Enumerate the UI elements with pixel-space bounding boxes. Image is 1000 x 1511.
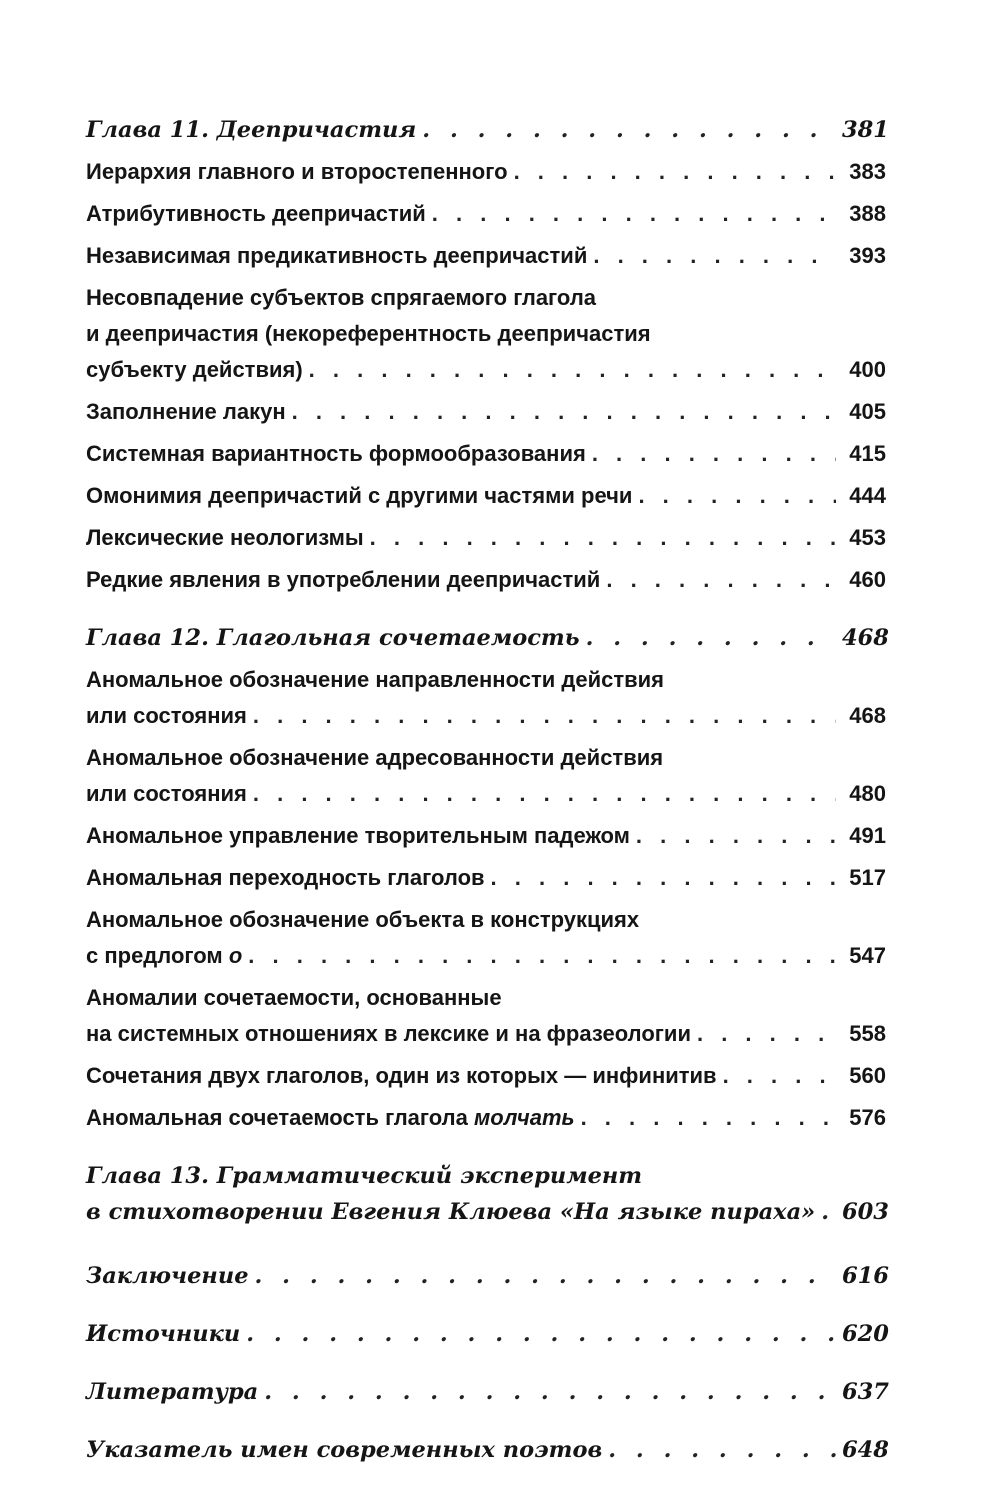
toc-entry-title [86,154,508,190]
toc-page-number: 468 [842,625,889,651]
toc-entry-last-line [86,238,886,274]
toc-entry-title [86,1432,602,1468]
toc-entry-last-line [86,860,886,896]
toc-chapter-entry [86,1316,889,1352]
dot-leader [422,112,836,148]
dot-leader [246,1316,836,1352]
toc-chapter-entry [86,620,889,656]
toc-section-entry [86,740,886,812]
toc-entry-title-text: Аномальная переходность глаголов [86,865,485,890]
toc-section-entry [86,818,886,854]
toc-page-number: 648 [842,1437,889,1463]
toc-page-number: 491 [849,823,886,848]
dot-leader [264,1374,836,1410]
toc-entry-title-text: Заключение [86,1263,249,1289]
toc-entry-last-line [86,1258,889,1294]
toc-entry-line: Аномальное обозначение направленности действия [86,667,665,692]
toc-entry-title-text: Системная вариантность формообразования [86,441,586,466]
toc-entry-last-line [86,394,886,430]
toc-section-entry [86,520,886,556]
toc-entry-title [86,1316,240,1352]
toc-entry-last-line [86,352,886,388]
dot-leader [586,620,836,656]
dot-leader [253,698,836,734]
toc-page-number: 616 [842,1263,889,1289]
dot-leader [592,436,836,472]
toc-entry-title-text: Литература [86,1379,259,1405]
toc-entry-title [86,352,303,388]
toc-entry-title [86,698,247,734]
toc-entry-title-text: Атрибутивность деепричастий [86,201,426,226]
toc-page-number: 460 [849,567,886,592]
toc-entry-last-line [86,620,889,656]
dot-leader [370,520,836,556]
toc-entry-last-line [86,1432,889,1468]
dot-leader [593,238,836,274]
toc-entry-last-line [86,1100,886,1136]
toc-entry-last-line [86,1016,886,1052]
toc-page-number: 560 [849,1063,886,1088]
toc-entry-last-line [86,112,889,148]
toc-entry-last-line [86,1374,889,1410]
toc-section-entry [86,662,886,734]
toc-entry-last-line [86,1194,889,1230]
toc-entry-title-text: с предлогом [86,943,223,968]
toc-entry-line: Аномалии сочетаемости, основанные [86,985,502,1010]
toc-entry-last-line [86,196,886,232]
toc-entry-title [86,1194,815,1230]
toc-entry-title [86,394,286,430]
toc-entry-last-line [86,938,886,974]
toc-page-number: 453 [849,525,886,550]
toc-chapter-entry [86,1258,889,1294]
toc-page-number: 558 [849,1021,886,1046]
toc-entry-last-line [86,520,886,556]
toc-entry-last-line [86,1316,889,1352]
toc-section-entry [86,902,886,974]
toc-entry-title-text: на системных отношениях в лексике и на фразеологии [86,1021,691,1046]
dot-leader [821,1194,836,1230]
dot-leader [697,1016,836,1052]
toc-section-entry [86,196,886,232]
toc-entry-title-text: Редкие явления в употреблении деепричастий [86,567,601,592]
toc-page-number: 444 [849,483,886,508]
dot-leader [638,478,836,514]
toc-entry-last-line [86,478,886,514]
toc-entry-title-text: в стихотворении Евгения Клюева «На языке пираха» [86,1199,816,1225]
toc-entry-title [86,1258,249,1294]
toc-page-number: 480 [849,781,886,806]
toc-page-number: 381 [842,117,889,143]
toc-entry-title-text: Омонимия деепричастий с другими частями речи [86,483,633,508]
toc-page-number: 603 [842,1199,889,1225]
toc-page-number: 383 [849,159,886,184]
toc-entry-title-text: Сочетания двух глаголов, один из которых — инфинитив [86,1063,717,1088]
toc-page-number: 576 [849,1105,886,1130]
dot-leader [491,860,836,896]
toc-entry-line: Аномальное обозначение объекта в конструкциях [86,907,640,932]
toc-section-entry [86,1058,886,1094]
toc-entry-title-emphasis: молчать [474,1105,575,1130]
toc-section-entry [86,238,886,274]
toc-entry-title-text: Указатель имен современных поэтов [86,1437,603,1463]
toc-section-entry [86,280,886,388]
toc-entry-title [86,112,416,148]
dot-leader [608,1432,836,1468]
toc-entry-last-line [86,562,886,598]
toc-entry-title [86,776,247,812]
dot-leader [255,1258,836,1294]
toc-entry-last-line [86,1058,886,1094]
toc-entry-last-line [86,818,886,854]
toc-entry-line: Глава 13. Грамматический эксперимент [86,1163,643,1189]
toc-entry-title-text: Источники [86,1321,241,1347]
toc-chapter-entry [86,1432,889,1468]
toc-entry-title [86,562,600,598]
toc-entry-title-text: Лексические неологизмы [86,525,364,550]
toc-entry-title-text: или состояния [86,703,247,728]
dot-leader [723,1058,836,1094]
toc-entry-last-line [86,436,886,472]
toc-entry-title [86,860,485,896]
toc-entry-title [86,1016,691,1052]
toc-page-number: 547 [849,943,886,968]
toc-entry-title-text: Иерархия главного и второстепенного [86,159,508,184]
toc-entry-title [86,818,630,854]
dot-leader [253,776,836,812]
toc-chapter-entry [86,1374,889,1410]
dot-leader [636,818,836,854]
toc-section-entry [86,1100,886,1136]
toc-entry-last-line [86,776,886,812]
toc-page-number: 393 [849,243,886,268]
toc-section-entry [86,478,886,514]
dot-leader [514,154,836,190]
toc-entry-title-text: или состояния [86,781,247,806]
toc-entry-title-text: Заполнение лакун [86,399,286,424]
dot-leader [581,1100,836,1136]
toc-section-entry [86,436,886,472]
toc-entry-line: Несовпадение субъектов спрягаемого глагола [86,285,597,310]
toc-entry-line: и деепричастия (некореферентность деепричастия [86,321,651,346]
toc-page-number: 405 [849,399,886,424]
dot-leader [606,562,836,598]
toc-page-number: 620 [842,1321,889,1347]
toc-entry-title [86,620,580,656]
toc-entry-title [86,196,426,232]
toc-entry-title-text: Независимая предикативность деепричастий [86,243,588,268]
toc-page-number: 637 [842,1379,889,1405]
toc-chapter-entry [86,112,889,148]
dot-leader [248,938,836,974]
toc-entry-title [86,520,364,556]
toc-entry-title [86,938,242,974]
toc-entry-title [86,238,587,274]
toc-section-entry [86,394,886,430]
toc-page-number: 388 [849,201,886,226]
toc-entry-title-text: Аномальное управление творительным падежом [86,823,630,848]
toc-entry-title [86,1058,717,1094]
dot-leader [292,394,836,430]
toc-entry-title-text: субъекту действия) [86,357,303,382]
toc-entry-title-text: Аномальная сочетаемость глагола [86,1105,468,1130]
toc-entry-last-line [86,698,886,734]
toc-entry-title-emphasis: о [228,943,243,968]
toc-entry-title [86,1100,575,1136]
toc-page-number: 400 [849,357,886,382]
toc-entry-line: Аномальное обозначение адресованности действия [86,745,664,770]
toc-entry-title [86,1374,258,1410]
toc-chapter-entry [86,1158,889,1230]
dot-leader [432,196,836,232]
toc-section-entry [86,860,886,896]
dot-leader [309,352,836,388]
toc-page-number: 517 [849,865,886,890]
toc-page-number: 468 [849,703,886,728]
table-of-contents [86,112,889,1468]
toc-entry-title-text: Глава 12. Глагольная сочетаемость [86,625,580,651]
toc-entry-title-text: Глава 11. Деепричастия [86,117,417,143]
toc-entry-last-line [86,154,886,190]
toc-entry-title [86,436,586,472]
toc-page-number: 415 [849,441,886,466]
toc-section-entry [86,562,886,598]
toc-section-entry [86,980,886,1052]
toc-section-entry [86,154,886,190]
toc-entry-title [86,478,632,514]
